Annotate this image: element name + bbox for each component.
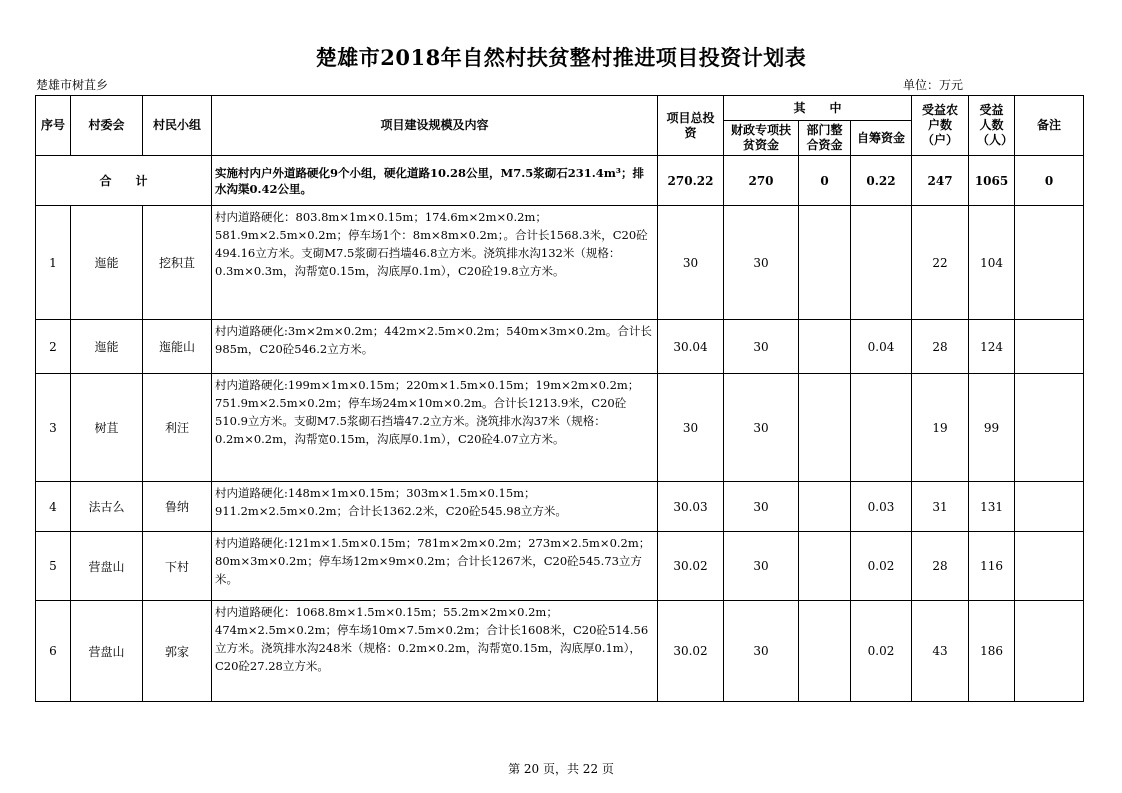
row-finance: 30 (724, 206, 799, 320)
table-row (36, 320, 1084, 374)
header-among: 其 中 (724, 96, 912, 121)
page-title: 楚雄市2018年自然村扶贫整村推进项目投资计划表 (315, 45, 807, 70)
header-total: 项目总投资 (658, 96, 724, 156)
total-self: 0.22 (851, 156, 912, 206)
row-people: 131 (969, 482, 1015, 532)
row-seq: 1 (36, 206, 71, 320)
total-dept: 0 (799, 156, 851, 206)
row-total: 30.03 (658, 482, 724, 532)
row-total: 30.04 (658, 320, 724, 374)
row-group: 郭家 (143, 601, 212, 702)
row-seq: 3 (36, 374, 71, 482)
total-finance: 270 (724, 156, 799, 206)
row-dept (799, 532, 851, 601)
row-committee: 法古么 (71, 482, 143, 532)
row-seq: 4 (36, 482, 71, 532)
total-people: 1065 (969, 156, 1015, 206)
page-number: 第 20 页，共 22 页 (508, 762, 614, 776)
row-finance: 30 (724, 532, 799, 601)
row-self: 0.04 (851, 320, 912, 374)
row-people: 116 (969, 532, 1015, 601)
row-seq: 6 (36, 601, 71, 702)
header-group: 村民小组 (143, 96, 212, 156)
row-households: 22 (912, 206, 969, 320)
table-row (36, 532, 1084, 601)
row-dept (799, 482, 851, 532)
row-people: 104 (969, 206, 1015, 320)
header-people: 受益人数（人） (969, 96, 1015, 156)
total-investment: 270.22 (658, 156, 724, 206)
row-households: 19 (912, 374, 969, 482)
row-remark (1015, 320, 1084, 374)
row-dept (799, 601, 851, 702)
row-finance: 30 (724, 320, 799, 374)
row-households: 28 (912, 320, 969, 374)
row-seq: 2 (36, 320, 71, 374)
row-dept (799, 320, 851, 374)
row-people: 186 (969, 601, 1015, 702)
table-row (36, 482, 1084, 532)
row-total: 30.02 (658, 532, 724, 601)
header-dept: 部门整合资金 (799, 121, 851, 156)
header-self: 自筹资金 (851, 121, 912, 156)
header-finance: 财政专项扶贫资金 (724, 121, 799, 156)
header-committee: 村委会 (71, 96, 143, 156)
row-self: 0.03 (851, 482, 912, 532)
investment-plan-table (35, 95, 1084, 702)
row-self: 0.02 (851, 601, 912, 702)
row-total: 30 (658, 206, 724, 320)
row-group: 鲁纳 (143, 482, 212, 532)
row-group: 利汪 (143, 374, 212, 482)
row-households: 28 (912, 532, 969, 601)
row-seq: 5 (36, 532, 71, 601)
row-content: 村内道路硬化:148m×1m×0.15m；303m×1.5m×0.15m；911.2m×2.5m×0.2m；合计长1362.2米，C20砼545.98立方米。 (212, 482, 658, 532)
row-content: 村内道路硬化:199m×1m×0.15m；220m×1.5m×0.15m；19m×2m×0.2m；751.9m×2.5m×0.2m；停车场24m×10m×0.2m。合计长1213.9米，C20砼510.9立方米。支砌M7.5浆砌石挡墙47.2立方米。浇筑排水沟37米（规格：0.2m×0.2m，沟帮宽0.15m，沟底厚0.1m），C20砼4.07立方米。 (212, 374, 658, 482)
row-content: 村内道路硬化：1068.8m×1.5m×0.15m；55.2m×2m×0.2m；474m×2.5m×0.2m；停车场10m×7.5m×0.2m；合计长1608米，C20砼514.56立方米。浇筑排水沟248米（规格：0.2m×0.2m，沟帮宽0.15m，沟底厚0.1m），C20砼27.28立方米。 (212, 601, 658, 702)
row-content: 村内道路硬化:121m×1.5m×0.15m；781m×2m×0.2m；273m×2.5m×0.2m；80m×3m×0.2m；停车场12m×9m×0.2m；合计长1267米，C20砼545.73立方米。 (212, 532, 658, 601)
row-self: 0.02 (851, 532, 912, 601)
table-row (36, 601, 1084, 702)
row-people: 124 (969, 320, 1015, 374)
row-remark (1015, 532, 1084, 601)
row-content: 村内道路硬化：803.8m×1m×0.15m；174.6m×2m×0.2m；581.9m×2.5m×0.2m；停车场1个：8m×8m×0.2m；。合计长1568.3米，C20砼494.16立方米。支砌M7.5浆砌石挡墙46.8立方米。浇筑排水沟132米（规格：0.3m×0.3m，沟帮宽0.15m，沟底厚0.1m），C20砼19.8立方米。 (212, 206, 658, 320)
row-remark (1015, 601, 1084, 702)
row-remark (1015, 374, 1084, 482)
row-dept (799, 206, 851, 320)
table-row (36, 374, 1084, 482)
row-finance: 30 (724, 601, 799, 702)
row-total: 30.02 (658, 601, 724, 702)
row-committee: 树苴 (71, 374, 143, 482)
row-group: 挖积苴 (143, 206, 212, 320)
header-remark: 备注 (1015, 96, 1084, 156)
header-seq: 序号 (36, 96, 71, 156)
organization-label: 楚雄市树苴乡 (36, 78, 109, 92)
row-remark (1015, 482, 1084, 532)
row-content: 村内道路硬化:3m×2m×0.2m；442m×2.5m×0.2m；540m×3m×0.2m。合计长985m，C20砼546.2立方米。 (212, 320, 658, 374)
row-people: 99 (969, 374, 1015, 482)
row-committee: 迤能 (71, 206, 143, 320)
header-households: 受益农户数（户） (912, 96, 969, 156)
total-label: 合 计 (36, 156, 212, 206)
row-self (851, 206, 912, 320)
header-content: 项目建设规模及内容 (212, 96, 658, 156)
row-committee: 营盘山 (71, 601, 143, 702)
row-total: 30 (658, 374, 724, 482)
row-committee: 迤能 (71, 320, 143, 374)
row-finance: 30 (724, 482, 799, 532)
row-households: 43 (912, 601, 969, 702)
total-households: 247 (912, 156, 969, 206)
row-group: 迤能山 (143, 320, 212, 374)
row-group: 下村 (143, 532, 212, 601)
row-remark (1015, 206, 1084, 320)
row-households: 31 (912, 482, 969, 532)
unit-label: 单位：万元 (903, 78, 964, 92)
total-content: 实施村内户外道路硬化9个小组，硬化道路10.28公里，M7.5浆砌石231.4m³；排水沟渠0.42公里。 (212, 156, 658, 206)
row-finance: 30 (724, 374, 799, 482)
row-committee: 营盘山 (71, 532, 143, 601)
table-row (36, 206, 1084, 320)
row-dept (799, 374, 851, 482)
row-self (851, 374, 912, 482)
total-remark: 0 (1015, 156, 1084, 206)
total-row (36, 156, 1084, 206)
